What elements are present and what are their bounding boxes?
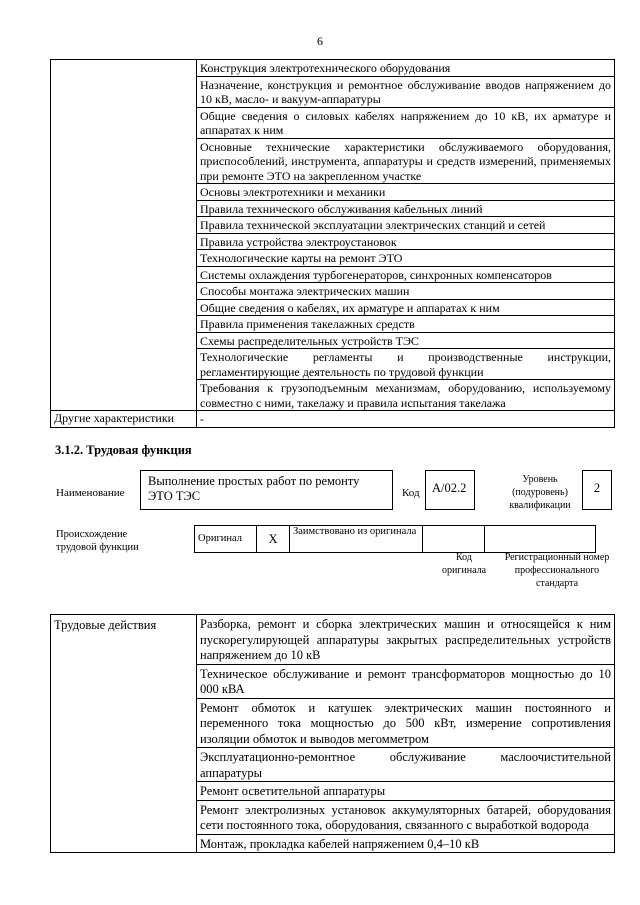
origin-label-text: Происхождение трудовой функции [56, 529, 139, 553]
other-characteristics-label: Другие характеристики [51, 411, 197, 428]
table-row [51, 615, 615, 665]
section-title: 3.1.2. Трудовая функция [55, 443, 192, 457]
reg-number-label: Регистрационный номер профессионального стандарта [504, 552, 610, 589]
table-cell: Схемы распределительных устройств ТЭС [197, 332, 615, 349]
table-row [195, 526, 596, 553]
table-cell: Монтаж, прокладка кабелей напряжением 0,4–10 кВ [197, 834, 615, 853]
table-cell: Способы монтажа электрических машин [197, 283, 615, 300]
table-row [51, 411, 615, 428]
original-mark: X [257, 526, 290, 553]
table-cell: Правила устройства электроустановок [197, 233, 615, 250]
knowledge-table [50, 59, 615, 428]
origin-table [194, 525, 596, 553]
origin-label [56, 528, 166, 554]
original-label: Оригинал [195, 526, 257, 553]
name-label: Наименование [56, 487, 125, 499]
page-number: 6 [317, 34, 323, 48]
table-cell: Правила применения такелажных средств [197, 316, 615, 333]
borrowed-label: Заимствовано из оригинала [290, 526, 423, 553]
table-left-cell [51, 60, 197, 411]
table-cell: Правила технической эксплуатации электрических станций и сетей [197, 217, 615, 234]
function-name-box: Выполнение простых работ по ремонту ЭТО ТЭС [140, 470, 393, 510]
table-cell: Правила технического обслуживания кабельных линий [197, 200, 615, 217]
table-cell: Ремонт осветительной аппаратуры [197, 782, 615, 801]
table-cell: Технологические карты на ремонт ЭТО [197, 250, 615, 267]
table-cell: Ремонт электролизных установок аккумуляторных батарей, оборудования сети постоянного тока, оборудования, связанного с выработкой водорода [197, 800, 615, 834]
table-cell: Ремонт обмоток и катушек электрических машин постоянного и переменного тока мощностью до 500 кВт, измерение сопротивления изоляции обмоток и выводов мегомметром [197, 698, 615, 748]
table-cell: Конструкция электротехнического оборудования [197, 60, 615, 77]
code-original-cell [423, 526, 485, 553]
code-label: Код [402, 487, 420, 499]
table-cell: Общие сведения о кабелях, их арматуре и аппаратах к ним [197, 299, 615, 316]
table-cell: Основные технические характеристики обслуживаемого оборудования, приспособлений, инструмента, аппаратуры и средств измерений, применяемых при ремонте ЭТО на закрепленном участке [197, 138, 615, 184]
qualification-level-label: Уровень (подуровень) квалификации [509, 474, 571, 511]
table-cell: Системы охлаждения турбогенераторов, синхронных компенсаторов [197, 266, 615, 283]
table-cell: Технологические регламенты и производственные инструкции, регламентирующие деятельность по трудовой функции [197, 349, 615, 380]
labor-actions-table [50, 614, 615, 853]
function-code-box: А/02.2 [425, 470, 475, 510]
table-row [51, 60, 615, 77]
reg-number-cell [485, 526, 596, 553]
table-cell: Назначение, конструкция и ремонтное обслуживание вводов напряжением до 10 кВ, масло- и вакуум-аппаратуры [197, 76, 615, 107]
table-cell: Общие сведения о силовых кабелях напряжением до 10 кВ, их арматуре и аппаратах к ним [197, 107, 615, 138]
other-characteristics-value: - [197, 411, 615, 428]
table-cell: Эксплуатационно-ремонтное обслуживание маслоочистительной аппаратуры [197, 748, 615, 782]
table-cell: Основы электротехники и механики [197, 184, 615, 201]
code-original-label: Код оригинала [441, 552, 487, 576]
table-cell: Разборка, ремонт и сборка электрических машин и относящейся к ним пускорегулирующей аппаратуры закрытых распределительных устройств напряжением до 10 кВ [197, 615, 615, 665]
labor-actions-label: Трудовые действия [51, 615, 197, 853]
table-cell: Требования к грузоподъемным механизмам, оборудованию, используемому совместно с ними, такелажу и правила испытания такелажа [197, 380, 615, 411]
table-cell: Техническое обслуживание и ремонт трансформаторов мощностью до 10 000 кВА [197, 664, 615, 698]
qualification-level-box: 2 [582, 470, 612, 510]
